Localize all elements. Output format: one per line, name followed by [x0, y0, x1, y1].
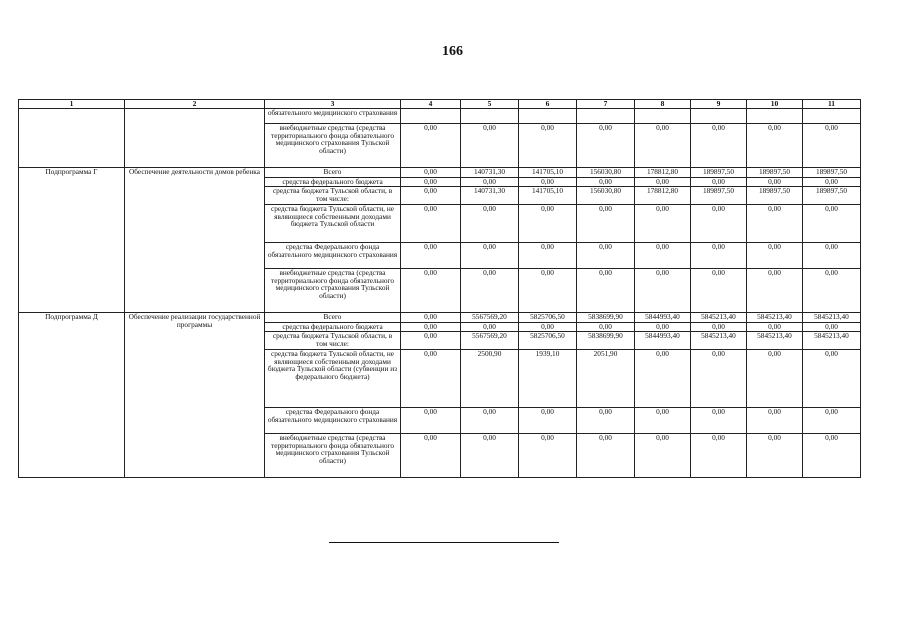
value-cell: 0,00 [401, 168, 461, 178]
value-cell: 0,00 [401, 434, 461, 478]
source-cell: средства бюджета Тульской области, не являющиеся собственными доходами бюджета Тульской области (субвенции из федерального бюджета) [265, 350, 401, 408]
header-cell: 1 [19, 100, 125, 109]
value-cell: 5567569,20 [461, 332, 519, 350]
value-cell: 0,00 [401, 313, 461, 323]
value-cell: 0,00 [803, 269, 861, 313]
value-cell: 0,00 [461, 408, 519, 434]
value-cell: 0,00 [577, 408, 635, 434]
value-cell: 0,00 [577, 323, 635, 332]
value-cell: 0,00 [803, 178, 861, 187]
value-cell: 0,00 [747, 178, 803, 187]
value-cell: 5845213,40 [691, 313, 747, 323]
value-cell: 189897,50 [691, 187, 747, 205]
source-cell: обязательного медицинского страхования [265, 109, 401, 124]
value-cell: 140731,30 [461, 168, 519, 178]
value-cell: 0,00 [519, 408, 577, 434]
value-cell: 0,00 [401, 332, 461, 350]
source-cell: внебюджетные средства (средства территориального фонда обязательного медицинского страхования Тульской области) [265, 434, 401, 478]
value-cell: 5845213,40 [747, 332, 803, 350]
value-cell: 0,00 [803, 408, 861, 434]
value-cell: 141705,10 [519, 168, 577, 178]
value-cell: 0,00 [401, 178, 461, 187]
value-cell [577, 109, 635, 124]
value-cell: 0,00 [803, 205, 861, 243]
value-cell: 178812,80 [635, 168, 691, 178]
header-cell: 9 [691, 100, 747, 109]
header-cell: 11 [803, 100, 861, 109]
value-cell [747, 109, 803, 124]
value-cell: 0,00 [519, 434, 577, 478]
value-cell: 0,00 [635, 434, 691, 478]
value-cell: 189897,50 [747, 187, 803, 205]
value-cell: 0,00 [577, 124, 635, 168]
value-cell: 141705,10 [519, 187, 577, 205]
program-cell [19, 109, 125, 168]
value-cell: 0,00 [747, 434, 803, 478]
value-cell: 0,00 [691, 243, 747, 269]
value-cell: 0,00 [803, 323, 861, 332]
value-cell: 0,00 [401, 243, 461, 269]
value-cell [461, 109, 519, 124]
header-cell: 8 [635, 100, 691, 109]
value-cell: 0,00 [519, 178, 577, 187]
header-cell: 3 [265, 100, 401, 109]
value-cell: 0,00 [401, 187, 461, 205]
value-cell: 178812,80 [635, 187, 691, 205]
value-cell: 0,00 [747, 323, 803, 332]
value-cell: 0,00 [519, 323, 577, 332]
value-cell: 0,00 [401, 205, 461, 243]
value-cell: 5567569,20 [461, 313, 519, 323]
value-cell: 0,00 [691, 323, 747, 332]
subprogram-code: Подпрограмма Г [19, 168, 125, 313]
value-cell: 0,00 [577, 178, 635, 187]
value-cell: 189897,50 [803, 168, 861, 178]
subprogram-name: Обеспечение деятельности домов ребенка [125, 168, 265, 313]
value-cell: 189897,50 [747, 168, 803, 178]
value-cell: 0,00 [803, 350, 861, 408]
value-cell [635, 109, 691, 124]
value-cell: 0,00 [691, 350, 747, 408]
value-cell: 5844993,40 [635, 332, 691, 350]
value-cell: 0,00 [519, 124, 577, 168]
value-cell: 5825706,50 [519, 313, 577, 323]
value-cell: 0,00 [461, 205, 519, 243]
value-cell: 5845213,40 [803, 313, 861, 323]
value-cell: 5825706,50 [519, 332, 577, 350]
value-cell: 5838699,90 [577, 313, 635, 323]
value-cell: 0,00 [691, 178, 747, 187]
value-cell: 0,00 [577, 434, 635, 478]
header-cell: 6 [519, 100, 577, 109]
value-cell: 0,00 [747, 350, 803, 408]
header-cell: 10 [747, 100, 803, 109]
value-cell: 0,00 [577, 205, 635, 243]
value-cell: 0,00 [461, 124, 519, 168]
value-cell: 0,00 [401, 323, 461, 332]
subprogram-name: Обеспечение реализации государственной программы [125, 313, 265, 478]
value-cell: 0,00 [803, 243, 861, 269]
value-cell: 189897,50 [803, 187, 861, 205]
header-row [19, 100, 861, 109]
program-name-cell [125, 109, 265, 168]
subprogram-code: Подпрограмма Д [19, 313, 125, 478]
value-cell: 0,00 [691, 124, 747, 168]
footnote-separator-line [329, 542, 559, 543]
source-cell: средства Федерального фонда обязательного медицинского страхования [265, 243, 401, 269]
source-cell: средства бюджета Тульской области, не являющиеся собственными доходами бюджета Тульской области [265, 205, 401, 243]
source-cell: средства бюджета Тульской области, в том числе: [265, 332, 401, 350]
header-cell: 4 [401, 100, 461, 109]
value-cell: 156030,80 [577, 187, 635, 205]
value-cell: 2051,90 [577, 350, 635, 408]
value-cell: 0,00 [747, 243, 803, 269]
value-cell: 140731,30 [461, 187, 519, 205]
table-row [19, 168, 861, 178]
value-cell: 5845213,40 [747, 313, 803, 323]
source-cell: внебюджетные средства (средства территориального фонда обязательного медицинского страхования Тульской области) [265, 124, 401, 168]
value-cell: 0,00 [519, 269, 577, 313]
value-cell: 0,00 [803, 124, 861, 168]
value-cell: 156030,80 [577, 168, 635, 178]
value-cell: 0,00 [401, 350, 461, 408]
value-cell: 0,00 [635, 408, 691, 434]
value-cell [803, 109, 861, 124]
value-cell: 5838699,90 [577, 332, 635, 350]
value-cell: 0,00 [461, 434, 519, 478]
value-cell: 0,00 [747, 205, 803, 243]
value-cell: 0,00 [635, 205, 691, 243]
value-cell: 0,00 [461, 323, 519, 332]
value-cell: 2500,90 [461, 350, 519, 408]
value-cell: 0,00 [577, 243, 635, 269]
value-cell: 5844993,40 [635, 313, 691, 323]
value-cell: 0,00 [401, 408, 461, 434]
value-cell: 0,00 [461, 243, 519, 269]
value-cell: 0,00 [635, 243, 691, 269]
value-cell: 0,00 [691, 269, 747, 313]
value-cell: 5845213,40 [691, 332, 747, 350]
value-cell: 0,00 [747, 408, 803, 434]
source-cell: Всего [265, 313, 401, 323]
table-row [19, 109, 861, 124]
value-cell: 5845213,40 [803, 332, 861, 350]
value-cell: 0,00 [635, 124, 691, 168]
value-cell: 0,00 [519, 205, 577, 243]
budget-table [18, 99, 861, 478]
value-cell [401, 109, 461, 124]
source-cell: средства федерального бюджета [265, 323, 401, 332]
value-cell: 0,00 [691, 408, 747, 434]
value-cell: 0,00 [635, 323, 691, 332]
header-cell: 5 [461, 100, 519, 109]
value-cell: 0,00 [461, 178, 519, 187]
value-cell: 0,00 [803, 434, 861, 478]
value-cell: 0,00 [401, 124, 461, 168]
value-cell: 0,00 [747, 124, 803, 168]
value-cell [519, 109, 577, 124]
source-cell: внебюджетные средства (средства территориального фонда обязательного медицинского страхования Тульской области) [265, 269, 401, 313]
table-row [19, 313, 861, 323]
value-cell: 0,00 [577, 269, 635, 313]
value-cell: 0,00 [635, 350, 691, 408]
source-cell: средства бюджета Тульской области, в том числе: [265, 187, 401, 205]
header-cell: 2 [125, 100, 265, 109]
value-cell: 1939,10 [519, 350, 577, 408]
value-cell: 189897,50 [691, 168, 747, 178]
source-cell: Всего [265, 168, 401, 178]
header-cell: 7 [577, 100, 635, 109]
value-cell [691, 109, 747, 124]
value-cell: 0,00 [635, 178, 691, 187]
source-cell: средства федерального бюджета [265, 178, 401, 187]
source-cell: средства Федерального фонда обязательного медицинского страхования [265, 408, 401, 434]
value-cell: 0,00 [691, 434, 747, 478]
value-cell: 0,00 [461, 269, 519, 313]
value-cell: 0,00 [519, 243, 577, 269]
value-cell: 0,00 [747, 269, 803, 313]
value-cell: 0,00 [691, 205, 747, 243]
value-cell: 0,00 [401, 269, 461, 313]
value-cell: 0,00 [635, 269, 691, 313]
page-number: 166 [442, 44, 463, 59]
